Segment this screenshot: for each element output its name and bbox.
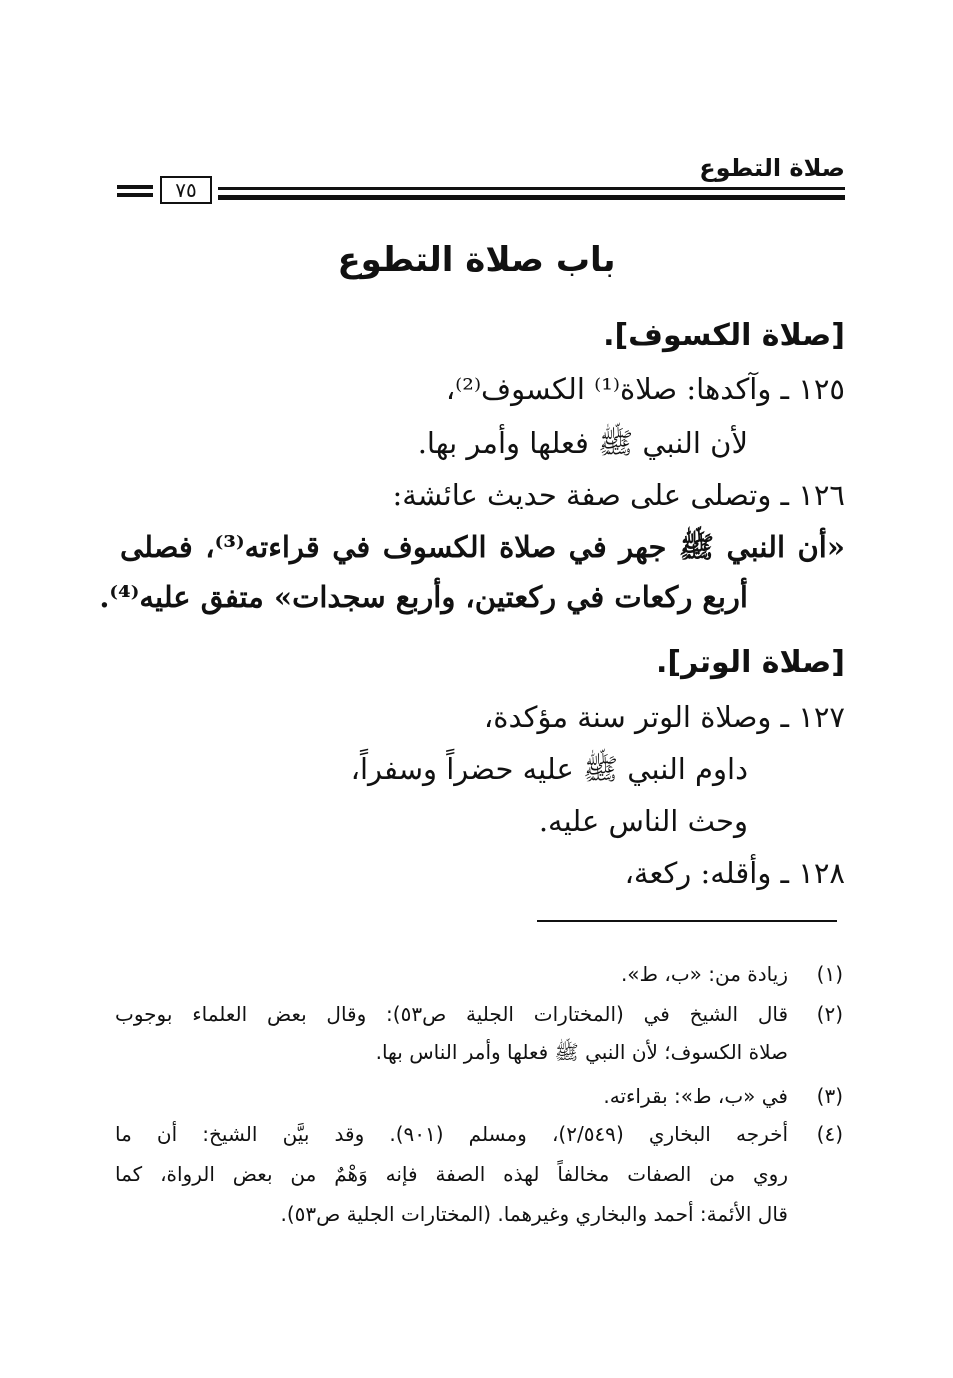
chapter-title: باب صلاة التطوع (337, 240, 616, 280)
footnote-4-cont2 (0, 1202, 953, 1232)
hadith-line-2: أربع ركعات في ركعتين، وأربع سجدات» متفق عليه⁽⁴⁾. (99, 580, 748, 614)
footnote-text: زيادة من: «ب، ط». (620, 962, 788, 986)
footnote-4-cont (0, 1162, 953, 1192)
section-heading-witr: [صلاة الوتر]. (655, 645, 845, 680)
footnote-text: قال الأئمة: أحمد والبخاري وغيرهما. (المختارات الجلية ص٥٣). (280, 1202, 788, 1226)
footnote-text: قال الشيخ في (المختارات الجلية ص٥٣): وقال بعض العلماء بوجوب (115, 1002, 789, 1026)
footnote-4 (0, 1122, 953, 1152)
text-line-128: ١٢٨ ـ وأقله: ركعة، (624, 856, 845, 890)
text-line-125b: لأن النبي ﷺ فعلها وأمر بها. (417, 426, 748, 460)
footnote-number: (٤) (816, 1122, 843, 1146)
footnote-number: (٣) (816, 1084, 843, 1108)
section-heading-eclipse: [صلاة الكسوف]. (603, 318, 845, 353)
hadith-line-1: «أن النبي ﷺ جهر في صلاة الكسوف في قراءته⁽³⁾، فصلى (120, 530, 845, 564)
footnote-1 (0, 962, 953, 992)
footnote-text: روي من الصفات مخالفاً لهذه الصفة فإنه وَهْمٌ من بعض الرواة، كما (115, 1162, 788, 1186)
footnote-text: أخرجه البخاري (٢/٥٤٩)، ومسلم (٩٠١). وقد بيَّن الشيخ: أن ما (115, 1122, 789, 1146)
footnote-number: (١) (816, 962, 843, 986)
header-mark-top (117, 185, 153, 189)
page-number: ٧٥ (160, 176, 212, 204)
text-line-127c: وحث الناس عليه. (538, 804, 748, 838)
footnote-3 (0, 1084, 953, 1114)
footnote-text: صلاة الكسوف؛ لأن النبي ﷺ فعلها وأمر الناس بها. (375, 1040, 788, 1064)
header-rule-bottom (218, 195, 845, 200)
header-mark-bottom (117, 193, 153, 197)
text-line-127b: داوم النبي ﷺ عليه حضراً وسفراً، (350, 752, 748, 786)
footnote-2-cont (0, 1040, 953, 1070)
footnote-text: في «ب، ط»: بقراءته. (603, 1084, 788, 1108)
footnote-2 (0, 1002, 953, 1032)
running-title: صلاة التطوع (699, 154, 845, 182)
footnote-number: (٢) (816, 1002, 843, 1026)
text-line-125: ١٢٥ ـ وآكدها: صلاة⁽¹⁾ الكسوف⁽²⁾، (445, 372, 845, 406)
text-line-127: ١٢٧ ـ وصلاة الوتر سنة مؤكدة، (483, 700, 845, 734)
footnote-separator (537, 920, 837, 922)
text-line-126: ١٢٦ ـ وتصلى على صفة حديث عائشة: (392, 478, 845, 512)
header-rule-top (218, 187, 845, 190)
